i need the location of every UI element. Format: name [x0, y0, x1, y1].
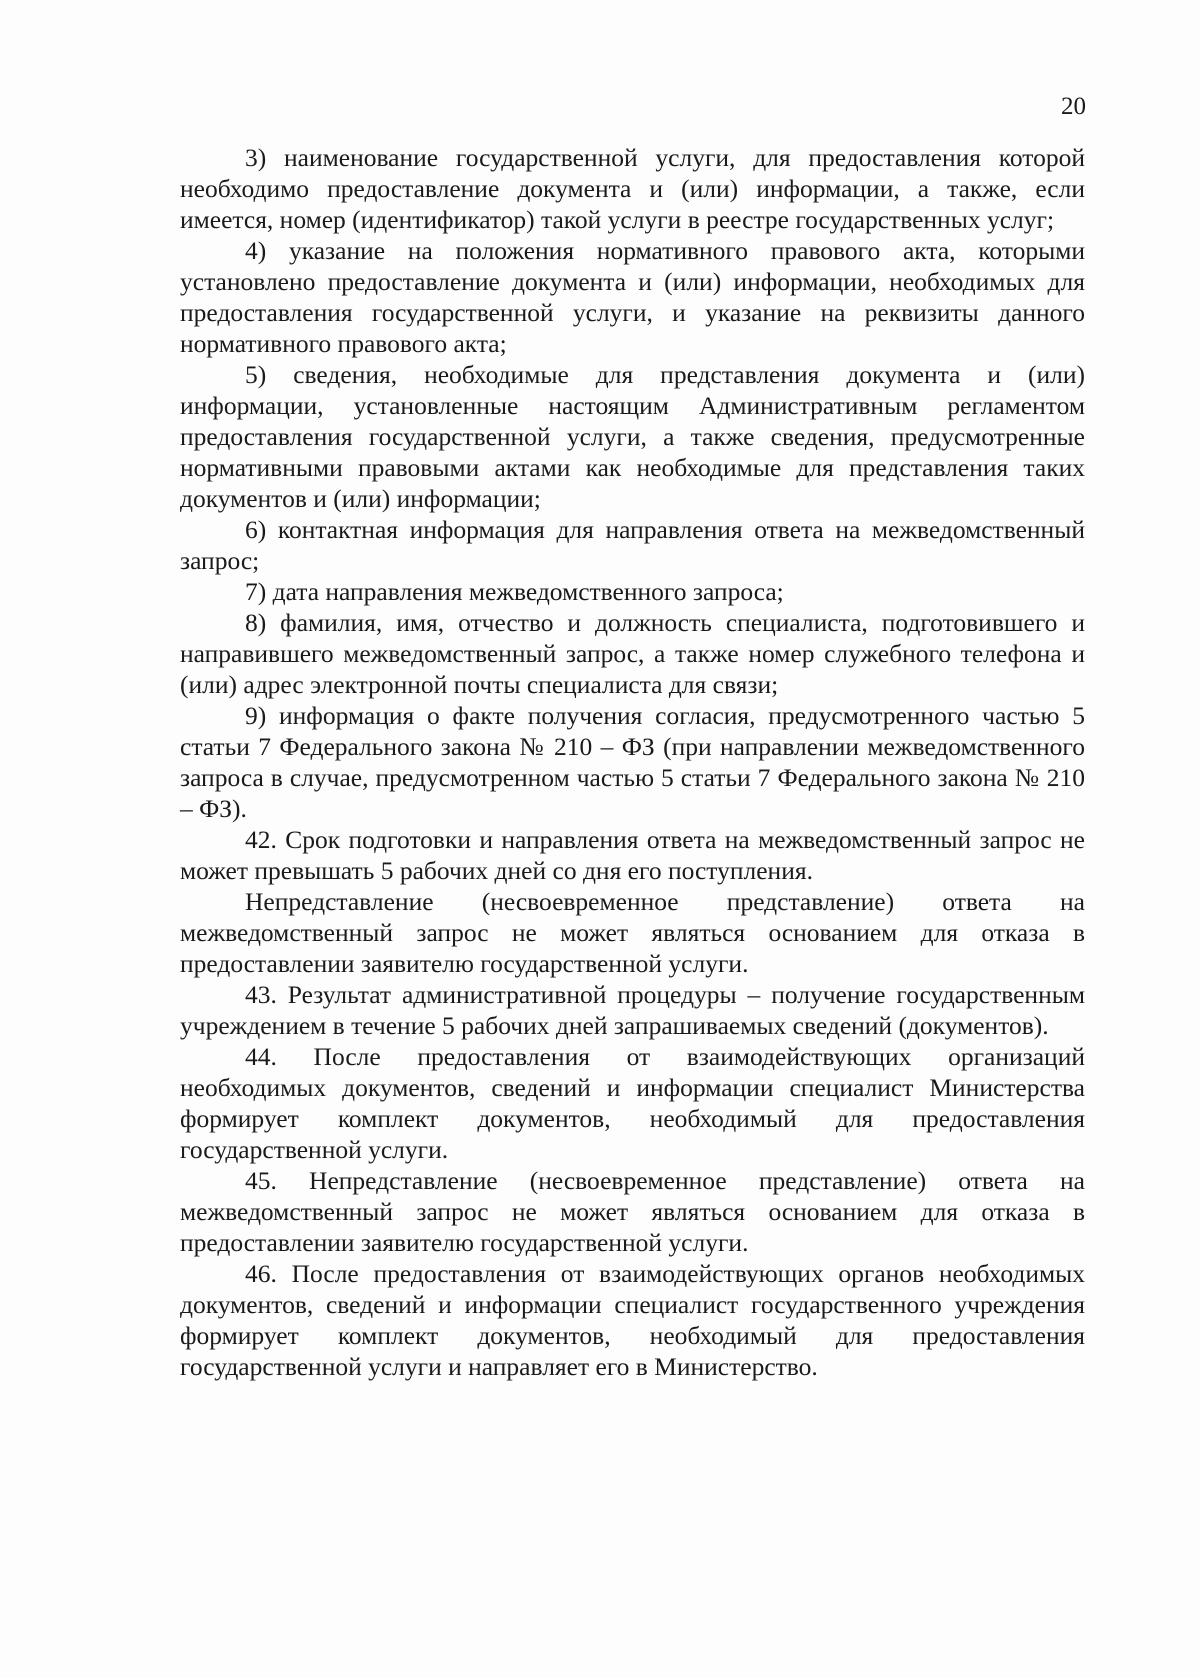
list-item-4: 4) указание на положения нормативного правового акта, которыми установлено предоставление документа и (или) информации, необходимых для предоставления государственной услуги, и указание на реквизиты данного нормативного правового акта;: [180, 236, 1085, 358]
clause-46: 46. После предоставления от взаимодействующих органов необходимых документов, сведений и информации специалист государственного учреждения формирует комплект документов, необходимый для предоставления государственной услуги и направляет его в Министерство.: [180, 1259, 1085, 1381]
clause-42: 42. Срок подготовки и направления ответа на межведомственный запрос не может превышать 5 рабочих дней со дня его поступления.: [180, 825, 1085, 885]
list-item-3: 3) наименование государственной услуги, для предоставления которой необходимо предоставление документа и (или) информации, а также, если имеется, номер (идентификатор) такой услуги в реестре государственных услуг;: [180, 143, 1085, 234]
document-body: [180, 142, 1085, 1382]
list-item-6: 6) контактная информация для направления ответа на межведомственный запрос;: [180, 515, 1085, 575]
list-item-7: 7) дата направления межведомственного запроса;: [245, 577, 784, 606]
page-number: 20: [1061, 93, 1086, 120]
list-item-5: 5) сведения, необходимые для представления документа и (или) информации, установленные настоящим Административным регламентом предоставления государственной услуги, а также сведения, предусмотренные нормативными правовыми актами как необходимые для представления таких документов и (или) информации;: [180, 360, 1085, 513]
clause-43: 43. Результат административной процедуры – получение государственным учреждением в течение 5 рабочих дней запрашиваемых сведений (документов).: [180, 980, 1085, 1040]
list-item-9: 9) информация о факте получения согласия, предусмотренного частью 5 статьи 7 Федерального закона № 210 – ФЗ (при направлении межведомственного запроса в случае, предусмотренном частью 5 статьи 7 Федерального закона № 210 – ФЗ).: [180, 701, 1085, 823]
clause-45: 45. Непредставление (несвоевременное представление) ответа на межведомственный запрос не может являться основанием для отказа в предоставлении заявителю государственной услуги.: [180, 1166, 1085, 1257]
clause-42-note: Непредставление (несвоевременное представление) ответа на межведомственный запрос не может являться основанием для отказа в предоставлении заявителю государственной услуги.: [180, 887, 1085, 978]
list-item-8: 8) фамилия, имя, отчество и должность специалиста, подготовившего и направившего межведомственный запрос, а также номер служебного телефона и (или) адрес электронной почты специалиста для связи;: [180, 608, 1085, 699]
clause-44: 44. После предоставления от взаимодействующих организаций необходимых документов, сведений и информации специалист Министерства формирует комплект документов, необходимый для предоставления государственной услуги.: [180, 1042, 1085, 1164]
